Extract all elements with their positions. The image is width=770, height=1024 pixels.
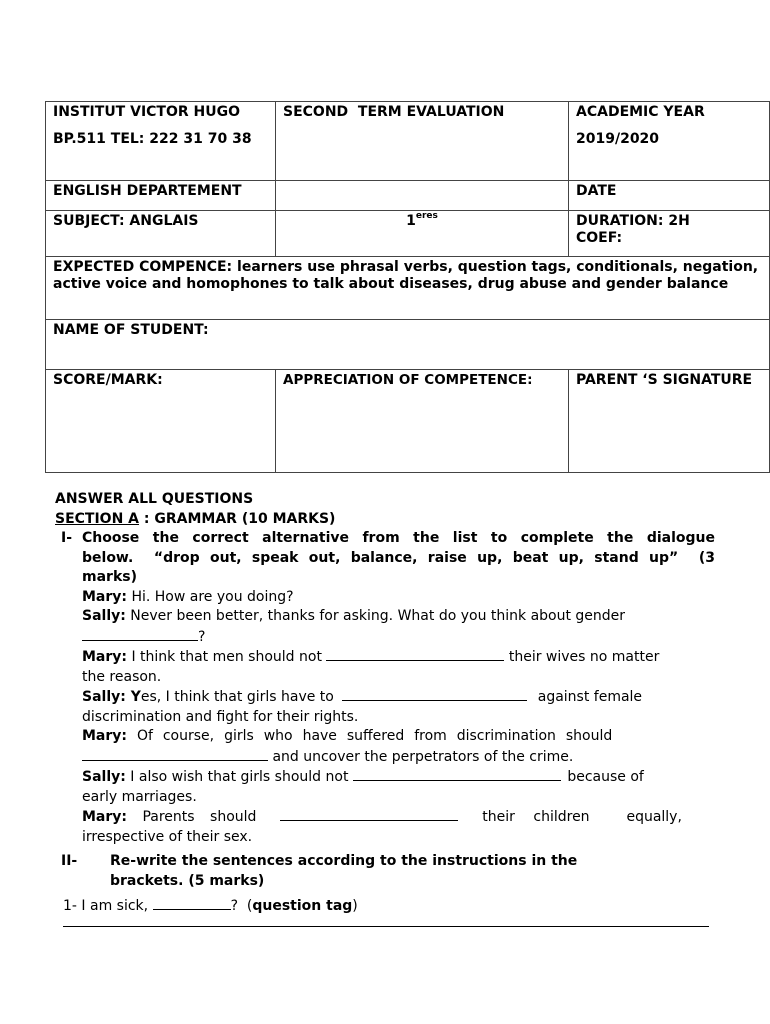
empty-cell (276, 181, 569, 211)
sentence-text: I am sick, (76, 898, 153, 914)
question-2-text-1: Re-write the sentences according to the instructions in the (110, 853, 578, 869)
competence-cell (46, 257, 770, 320)
section-a-label: SECTION A (55, 510, 140, 527)
dialogue-line-6b: early marriages. (82, 788, 197, 805)
exam-body (55, 490, 715, 917)
parent-signature-cell (569, 370, 770, 473)
dialogue-text: Of course, girls who have suffered from discrimination should (127, 728, 613, 744)
dialogue-text: their wives no matter (504, 649, 660, 665)
instruction: question tag (252, 898, 353, 914)
sentence-text: ) (352, 898, 358, 914)
evaluation-cell (276, 102, 569, 181)
academic-year-label: ACADEMIC YEAR (576, 104, 705, 120)
question-1-text-1: Choose the correct alternative from the list to complete the dialogue (82, 530, 715, 546)
dialogue-text: Never been better, thanks for asking. What do you think about gender (125, 608, 626, 624)
dialogue-text: ? (198, 628, 206, 645)
section-a-title: : GRAMMAR (10 MARKS) (139, 510, 336, 527)
answer-blank[interactable] (353, 767, 561, 781)
question-1-number: I- (61, 530, 73, 546)
school-address: BP.511 TEL: 222 31 70 38 (53, 131, 252, 147)
academic-year: 2019/2020 (576, 131, 660, 147)
dialogue-text: I think that men should not (127, 649, 327, 665)
sentence-1 (55, 896, 715, 917)
question-1-line-3: marks) (82, 569, 137, 585)
dialogue-text: I also wish that girls should not (125, 769, 353, 785)
answer-blank[interactable] (82, 627, 198, 641)
duration: DURATION: 2H (576, 213, 690, 229)
dialogue-line-1 (55, 588, 715, 608)
year-cell (569, 102, 770, 181)
class-number: 1 (406, 213, 416, 229)
speaker: Sally: Y (82, 689, 141, 705)
parent-signature-label: PARENT ‘S SIGNATURE (576, 372, 753, 388)
dialogue-line-3 (55, 647, 715, 668)
question-2-line-2: brackets. (5 marks) (110, 872, 265, 889)
score-label: SCORE/MARK: (53, 372, 163, 388)
school-cell (46, 102, 276, 181)
dialogue-line-7 (55, 807, 715, 828)
dialogue-line-2 (55, 607, 715, 627)
header-table (45, 101, 770, 473)
appreciation-cell (276, 370, 569, 473)
dialogue-text: Hi. How are you doing? (127, 588, 294, 605)
speaker: Mary: (82, 728, 128, 744)
dialogue-line-2b (55, 627, 715, 648)
subject-cell (46, 211, 276, 257)
class-suffix: eres (415, 211, 438, 221)
speaker: Sally: (82, 769, 126, 785)
speaker: Mary: (82, 588, 128, 605)
dialogue-text: because of (562, 769, 644, 785)
dialogue-line-7b: irrespective of their sex. (82, 828, 253, 845)
answer-blank[interactable] (342, 687, 527, 701)
date-cell (569, 181, 770, 211)
dialogue-line-5b (55, 747, 715, 768)
dialogue-line-4 (55, 687, 715, 708)
speaker: Mary: (82, 809, 128, 825)
question-2-number: II- (61, 853, 78, 869)
dialogue-line-4b: discrimination and fight for their rights. (82, 708, 359, 725)
class-cell (276, 211, 569, 257)
answer-blank[interactable] (153, 896, 231, 910)
question-1-text-2: below. “drop out, speak out, balance, raise up, beat up, stand up” (3 (82, 549, 715, 566)
dialogue-text: their children equally, (463, 809, 682, 825)
appreciation-label: APPRECIATION OF COMPETENCE: (283, 372, 533, 388)
answer-all-heading: ANSWER ALL QUESTIONS (55, 491, 254, 507)
dialogue-text: es, I think that girls have to (140, 689, 339, 705)
answer-blank[interactable] (280, 807, 458, 821)
student-name-label: NAME OF STUDENT: (53, 322, 209, 338)
dialogue-line-3b: the reason. (82, 668, 162, 685)
dialogue-text: against female (533, 689, 643, 705)
score-cell (46, 370, 276, 473)
student-name-cell (46, 320, 770, 370)
section-a-heading (55, 510, 715, 530)
dialogue-line-6 (55, 767, 715, 788)
question-1-line-2 (55, 549, 715, 569)
evaluation-title: SECOND TERM EVALUATION (283, 104, 505, 120)
answer-line[interactable] (63, 926, 709, 927)
dialogue-text: and uncover the perpetrators of the crime. (268, 748, 574, 765)
date-label: DATE (576, 183, 617, 199)
answer-blank[interactable] (82, 747, 268, 761)
answer-blank[interactable] (326, 647, 504, 661)
coef: COEF: (576, 230, 623, 246)
dialogue-line-5 (55, 727, 715, 747)
department-cell (46, 181, 276, 211)
duration-cell (569, 211, 770, 257)
sentence-text: ? ( (230, 898, 253, 914)
speaker: Mary: (82, 649, 128, 665)
question-1-line-1 (55, 529, 715, 549)
speaker: Sally: (82, 608, 126, 624)
sentence-number: 1- (63, 898, 77, 914)
subject: SUBJECT: ANGLAIS (53, 213, 199, 229)
expected-competence: EXPECTED COMPENCE: learners use phrasal verbs, question tags, conditionals, negation, active voice and homophones to talk about diseases, drug abuse and gender balance (53, 259, 759, 292)
school-name: INSTITUT VICTOR HUGO (53, 104, 241, 120)
department: ENGLISH DEPARTEMENT (53, 183, 242, 199)
question-2-line-1 (55, 852, 715, 872)
dialogue-text: Parents should (127, 809, 272, 825)
